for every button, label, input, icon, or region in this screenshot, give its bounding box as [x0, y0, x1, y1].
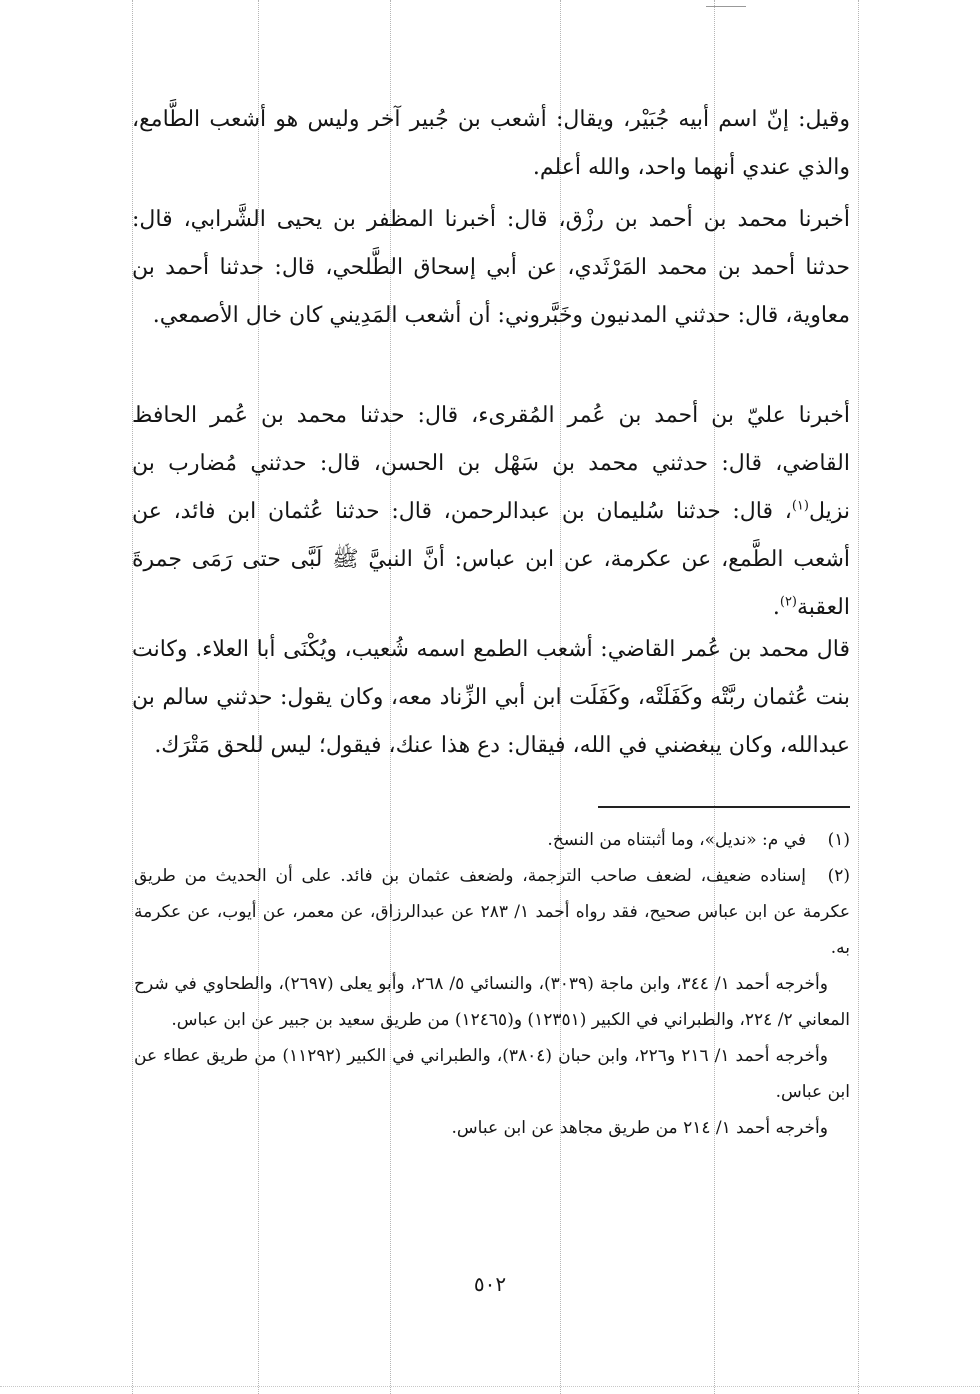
body-paragraph-2: أخبرنا محمد بن أحمد بن رزْق، قال: أخبرنا المظفر بن يحيى الشَّرابي، قال: حدثنا أحمد بن محمد المَرْثَدي، عن أبي إسحاق الطَّلحي، قال: حدثنا أحمد بن معاوية، قال: حدثني المدنيون وخَبَّروني: أن أشعب المَدِيني كان خال الأصمعي. — [132, 207, 850, 328]
footnote-marker-1[interactable]: (١) — [791, 498, 809, 514]
text-run: أخبرنا عليّ بن أحمد بن عُمر المُقرىء، قال: حدثنا محمد بن عُمر الحافظ القاضي، قال: حدثني محمد بن سَهْل بن الحسن، قال: حدثني مُضارب بن نزيل — [132, 403, 850, 524]
footnote-2 — [134, 858, 850, 966]
scan-guide-line — [0, 1386, 980, 1387]
footnote-text: في م: «نديل»، وما أثبتناه من النسخ. — [547, 830, 806, 850]
footnote-separator — [598, 806, 850, 808]
top-mark — [706, 6, 746, 7]
footnote-number: (١) — [827, 830, 850, 850]
footnote-2-continuation: وأخرجه أحمد ١/ ٢١٦ و٢٢٦، وابن حبان (٣٨٠٤)، والطبراني في الكبير (١١٢٩٢) من طريق عطاء عن ابن عباس. — [134, 1046, 850, 1102]
body-paragraph-4: قال محمد بن عُمر القاضي: أشعب الطمع اسمه شُعيب، ويُكْنَى أبا العلاء. وكانت بنت عُثمان ربَّتْه وكَفَلَتْه، وكَفَلَت ابن أبي الزِّناد معه، وكان يقول: حدثني سالم بن عبدالله، وكان يبغضني في الله، فيقال: دع هذا عنك، فيقول؛ ليس للحق مَتْرَك. — [132, 637, 850, 758]
body-paragraph-1: وقيل: إنّ اسم أبيه جُبَيْر، ويقال: أشعب بن جُبير آخر وليس هو أشعب الطَّامع، والذي عندي أنهما واحد، والله أعلم. — [132, 107, 850, 180]
footnote-number: (٢) — [827, 866, 850, 886]
footnote-2-continuation: وأخرجه أحمد ١/ ٢١٤ من طريق مجاهد عن ابن عباس. — [451, 1118, 828, 1138]
footnote-1 — [134, 822, 850, 858]
footnotes — [134, 822, 850, 1146]
text-run: . — [772, 595, 780, 620]
text-run: ، قال: حدثنا سُليمان بن عبدالرحمن، قال: حدثنا عُثمان ابن فائد، عن أشعب الطَّمع، عن عكرمة، عن ابن عباس: أنَّ النبيَّ ﷺ لَبَّى حتى رَمَى جمرةَ العقبة — [132, 499, 850, 620]
body-paragraph-3 — [132, 392, 850, 632]
page-number: ٥٠٢ — [473, 1272, 507, 1296]
footnote-text: إسناده ضعيف، لضعف صاحب الترجمة، ولضعف عثمان بن فائد. على أن الحديث من طريق عكرمة عن ابن عباس صحيح، فقد رواه أحمد ١/ ٢٨٣ عن عبدالرزاق، عن معمر، عن أيوب، عن عكرمة به. — [134, 866, 850, 958]
scan-guide-line — [858, 0, 859, 1394]
footnote-2-continuation: وأخرجه أحمد ١/ ٣٤٤، وابن ماجة (٣٠٣٩)، والنسائي ٥/ ٢٦٨، وأبو يعلى (٢٦٩٧)، والطحاوي في شرح المعاني ٢/ ٢٢٤، والطبراني في الكبير (١٢٣٥١) و(١٢٤٦٥) من طريق سعيد بن جبير عن ابن عباس. — [134, 974, 850, 1030]
footnote-marker-2[interactable]: (٢) — [779, 594, 797, 610]
